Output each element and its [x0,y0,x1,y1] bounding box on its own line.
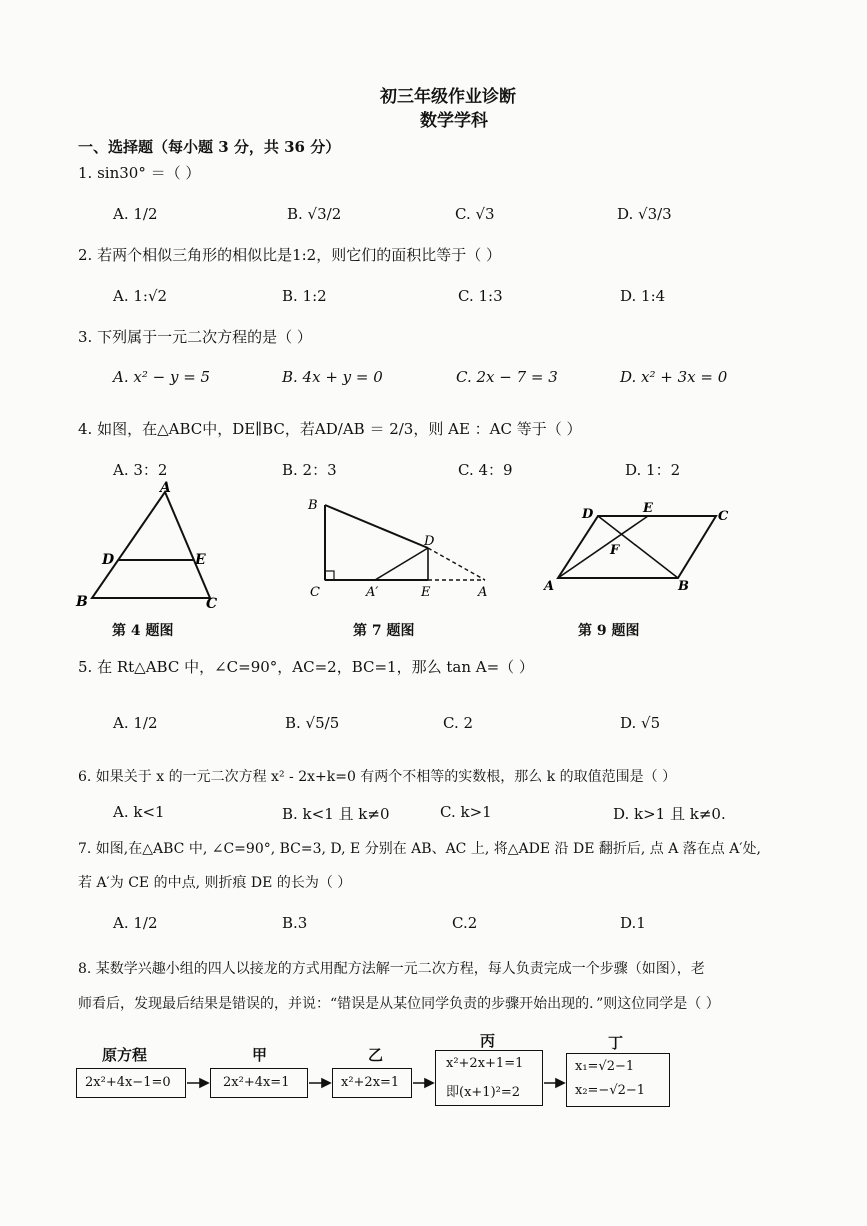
fig9-label-a: A [544,579,555,594]
q4-option-c: C. 4：9 [458,461,513,479]
q7-option-c: C.2 [452,914,478,932]
flow-arrows [0,1070,867,1100]
q5-option-a: A. 1/2 [113,714,158,732]
q2-option-a: A. 1:√2 [113,287,168,305]
question-4-stem: 4. 如图，在△ABC中，DE∥BC，若AD/AB ＝ 2/3，则 AE ：AC 等于（ ） [78,420,582,438]
q1-option-d: D. √3/3 [617,205,672,223]
figure-7-caption: 第 7 题图 [353,623,415,639]
fig7-label-a-prime: A′ [366,585,379,600]
q3-option-d: D. x² + 3x = 0 [620,368,728,386]
q7-option-d: D.1 [620,914,646,932]
flow-label-ding: 丁 [608,1034,624,1052]
flow-box-ding-line2: x₂=−√2−1 [575,1083,646,1098]
flow-box-ding-line1: x₁=√2−1 [575,1059,635,1074]
question-8-stem-line2: 师看后，发现最后结果是错误的，并说：“错误是从某位同学负责的步骤开始出现的．”则这位同学是（ ） [78,996,720,1012]
fig9-label-b: B [678,579,689,594]
question-2-stem: 2. 若两个相似三角形的相似比是1:2，则它们的面积比等于（ ） [78,246,501,264]
fig9-label-c: C [718,509,729,524]
flow-box-original-text: 2x²+4x−1=0 [85,1075,171,1090]
q6-option-d: D. k>1 且 k≠0. [613,805,726,823]
q3-option-a: A. x² − y = 5 [113,368,211,386]
fig4-label-c: C [206,596,218,610]
q3-option-b: B. 4x + y = 0 [282,368,383,386]
q4-option-d: D. 1：2 [625,461,681,479]
q6-option-a: A. k<1 [113,803,165,821]
flow-box-bing-line2: 即(x+1)²=2 [446,1085,521,1100]
question-7-stem: 7. 如图,在△ABC 中, ∠C=90°, BC=3, D, E 分别在 AB、AC 上, 将△ADE 沿 DE 翻折后, 点 A 落在点 A′处, [78,841,761,857]
question-1-stem: 1. sin30° ＝（ ） [78,164,201,182]
flow-box-yi-text: x²+2x=1 [341,1075,400,1090]
fig7-label-b: B [308,498,318,513]
q6-option-b: B. k<1 且 k≠0 [282,805,390,823]
q5-option-c: C. 2 [443,714,474,732]
figure-7-triangle [300,490,500,605]
q2-option-d: D. 1:4 [620,287,666,305]
flow-box-jia-text: 2x²+4x=1 [223,1075,290,1090]
flow-box-bing-line1: x²+2x+1=1 [446,1056,524,1071]
question-8-stem: 8. 某数学兴趣小组的四人以接龙的方式用配方法解一元二次方程，每人负责完成一个步骤（如图），老 [78,961,705,977]
question-6-stem: 6. 如果关于 x 的一元二次方程 x² - 2x+k=0 有两个不相等的实数根，那么 k 的取值范围是（ ） [78,769,677,785]
q4-option-b: B. 2：3 [282,461,337,479]
q5-option-d: D. √5 [620,714,661,732]
flow-label-bing: 丙 [480,1032,496,1050]
fig4-label-a: A [160,480,171,496]
fig4-label-d: D [102,552,115,568]
q1-option-b: B. √3/2 [287,205,342,223]
figure-4-triangle [72,480,232,610]
section-heading: 一、选择题（每小题 3 分，共 36 分） [78,138,341,156]
q7-option-a: A. 1/2 [113,914,158,932]
page-subtitle: 数学学科 [420,111,488,131]
q6-option-c: C. k>1 [440,803,492,821]
q2-option-b: B. 1:2 [282,287,327,305]
q2-option-c: C. 1:3 [458,287,503,305]
fig7-label-d: D [424,534,435,549]
fig9-label-f: F [610,543,620,558]
figure-4-caption: 第 4 题图 [112,623,174,639]
question-7-stem-line2: 若 A′为 CE 的中点, 则折痕 DE 的长为（ ） [78,875,352,891]
figure-9-parallelogram [540,498,740,598]
fig7-label-a: A [478,585,488,600]
page-title: 初三年级作业诊断 [380,87,516,107]
q7-option-b: B.3 [282,914,308,932]
question-5-stem: 5. 在 Rt△ABC 中，∠C=90°，AC=2，BC=1，那么 tan A=（ ） [78,658,534,676]
fig7-label-e: E [421,585,431,600]
q1-option-c: C. √3 [455,205,495,223]
fig9-label-e: E [643,501,653,516]
fig7-label-c: C [310,585,320,600]
q5-option-b: B. √5/5 [285,714,340,732]
q4-option-a: A. 3：2 [113,461,168,479]
flow-label-original: 原方程 [102,1046,148,1064]
fig9-label-d: D [582,507,594,522]
flow-label-yi: 乙 [368,1046,384,1064]
flow-label-jia: 甲 [252,1046,268,1064]
q1-option-a: A. 1/2 [113,205,158,223]
fig4-label-b: B [76,594,88,610]
fig4-label-e: E [195,552,206,568]
question-3-stem: 3. 下列属于一元二次方程的是（ ） [78,328,312,346]
q3-option-c: C. 2x − 7 = 3 [456,368,558,386]
figure-9-caption: 第 9 题图 [578,623,640,639]
